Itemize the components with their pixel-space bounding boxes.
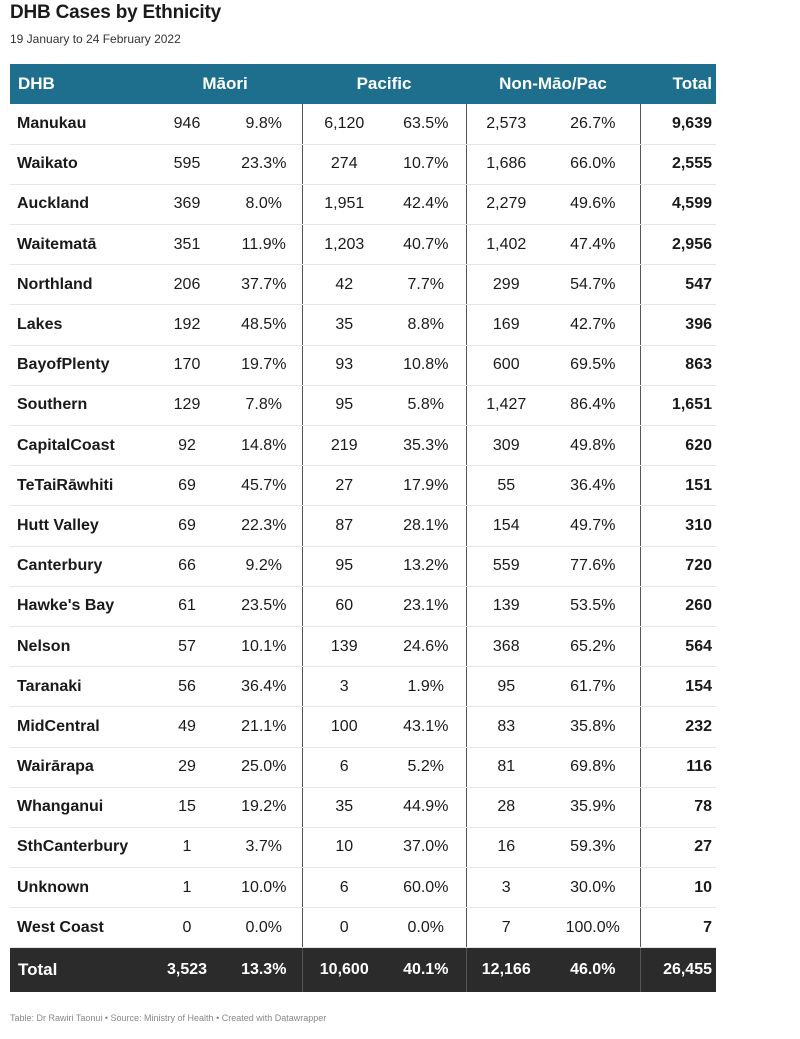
cell-maori-count: 369 xyxy=(148,184,226,224)
total-cell-nonmp-pct: 46.0% xyxy=(546,948,640,992)
cell-pacific-pct: 5.8% xyxy=(386,385,466,425)
cell-nonmp-pct: 59.3% xyxy=(546,827,640,867)
cell-total: 7 xyxy=(640,908,716,948)
total-cell-pacific-pct: 40.1% xyxy=(386,948,466,992)
cell-maori-pct: 36.4% xyxy=(226,667,302,707)
cell-dhb: Nelson xyxy=(10,626,148,666)
cell-total: 310 xyxy=(640,506,716,546)
cell-maori-count: 69 xyxy=(148,466,226,506)
table-header-row xyxy=(10,64,716,104)
cell-nonmp-pct: 49.8% xyxy=(546,426,640,466)
cell-pacific-pct: 35.3% xyxy=(386,426,466,466)
cell-pacific-pct: 37.0% xyxy=(386,827,466,867)
cell-pacific-pct: 0.0% xyxy=(386,908,466,948)
cell-nonmp-count: 55 xyxy=(466,466,546,506)
cell-nonmp-count: 1,686 xyxy=(466,144,546,184)
table-row xyxy=(10,265,716,305)
cell-nonmp-pct: 69.5% xyxy=(546,345,640,385)
cell-total: 154 xyxy=(640,667,716,707)
cell-maori-pct: 45.7% xyxy=(226,466,302,506)
table-row xyxy=(10,144,716,184)
cell-maori-count: 1 xyxy=(148,868,226,908)
header-dhb: DHB xyxy=(18,74,55,93)
cell-nonmp-count: 3 xyxy=(466,868,546,908)
cell-pacific-count: 100 xyxy=(302,707,386,747)
cell-pacific-pct: 10.8% xyxy=(386,345,466,385)
cell-dhb: MidCentral xyxy=(10,707,148,747)
table-row xyxy=(10,225,716,265)
table-row xyxy=(10,184,716,224)
cell-pacific-count: 95 xyxy=(302,385,386,425)
cell-nonmp-count: 7 xyxy=(466,908,546,948)
cell-pacific-pct: 5.2% xyxy=(386,747,466,787)
cell-pacific-pct: 60.0% xyxy=(386,868,466,908)
cell-maori-count: 170 xyxy=(148,345,226,385)
cell-total: 116 xyxy=(640,747,716,787)
cell-pacific-pct: 1.9% xyxy=(386,667,466,707)
table-row xyxy=(10,426,716,466)
cell-nonmp-pct: 42.7% xyxy=(546,305,640,345)
table-row xyxy=(10,747,716,787)
cell-total: 720 xyxy=(640,546,716,586)
cell-pacific-count: 35 xyxy=(302,787,386,827)
chart-subtitle: 19 January to 24 February 2022 xyxy=(10,32,181,46)
cell-maori-pct: 23.5% xyxy=(226,586,302,626)
cell-pacific-pct: 10.7% xyxy=(386,144,466,184)
cell-maori-count: 57 xyxy=(148,626,226,666)
cell-dhb: West Coast xyxy=(10,908,148,948)
cell-total: 4,599 xyxy=(640,184,716,224)
header-pacific: Pacific xyxy=(356,74,412,93)
cell-maori-count: 56 xyxy=(148,667,226,707)
cell-dhb: Hutt Valley xyxy=(10,506,148,546)
cell-nonmp-count: 169 xyxy=(466,305,546,345)
cell-maori-pct: 23.3% xyxy=(226,144,302,184)
cell-nonmp-pct: 30.0% xyxy=(546,868,640,908)
table-row xyxy=(10,667,716,707)
cell-maori-pct: 11.9% xyxy=(226,225,302,265)
cell-maori-count: 66 xyxy=(148,546,226,586)
cell-maori-count: 351 xyxy=(148,225,226,265)
table-row xyxy=(10,305,716,345)
cell-maori-count: 15 xyxy=(148,787,226,827)
cell-nonmp-count: 559 xyxy=(466,546,546,586)
cell-pacific-count: 6,120 xyxy=(302,104,386,144)
cell-maori-count: 29 xyxy=(148,747,226,787)
cell-nonmp-pct: 86.4% xyxy=(546,385,640,425)
cell-pacific-count: 219 xyxy=(302,426,386,466)
cell-total: 620 xyxy=(640,426,716,466)
cell-nonmp-pct: 61.7% xyxy=(546,667,640,707)
total-cell-total: 26,455 xyxy=(663,961,712,979)
cell-maori-count: 49 xyxy=(148,707,226,747)
cell-total: 151 xyxy=(640,466,716,506)
cell-maori-pct: 10.0% xyxy=(226,868,302,908)
cell-maori-pct: 7.8% xyxy=(226,385,302,425)
cell-pacific-pct: 17.9% xyxy=(386,466,466,506)
cell-maori-count: 206 xyxy=(148,265,226,305)
cell-nonmp-count: 299 xyxy=(466,265,546,305)
cell-maori-pct: 3.7% xyxy=(226,827,302,867)
cell-dhb: Auckland xyxy=(10,184,148,224)
cell-maori-pct: 8.0% xyxy=(226,184,302,224)
cell-maori-pct: 37.7% xyxy=(226,265,302,305)
cell-total: 232 xyxy=(640,707,716,747)
cell-maori-pct: 22.3% xyxy=(226,506,302,546)
cell-pacific-count: 274 xyxy=(302,144,386,184)
cell-pacific-pct: 13.2% xyxy=(386,546,466,586)
table-row xyxy=(10,104,716,144)
cell-nonmp-count: 154 xyxy=(466,506,546,546)
table-row xyxy=(10,787,716,827)
cell-total: 260 xyxy=(640,586,716,626)
cell-pacific-pct: 40.7% xyxy=(386,225,466,265)
cell-pacific-pct: 7.7% xyxy=(386,265,466,305)
total-cell-maori-count: 3,523 xyxy=(166,961,208,979)
cell-maori-count: 946 xyxy=(148,104,226,144)
table-row xyxy=(10,506,716,546)
cell-nonmp-pct: 66.0% xyxy=(546,144,640,184)
cell-dhb: TeTaiRāwhiti xyxy=(10,466,148,506)
cell-dhb: Waitematā xyxy=(10,225,148,265)
cell-pacific-count: 1,951 xyxy=(302,184,386,224)
cell-pacific-count: 60 xyxy=(302,586,386,626)
cell-nonmp-count: 600 xyxy=(466,345,546,385)
source-footer: Table: Dr Rawiri Taonui • Source: Ministry of Health • Created with Datawrapper xyxy=(10,1013,327,1023)
cell-total: 564 xyxy=(640,626,716,666)
cell-dhb: Manukau xyxy=(10,104,148,144)
cell-pacific-count: 27 xyxy=(302,466,386,506)
header-total: Total xyxy=(672,74,712,93)
cell-maori-count: 1 xyxy=(148,827,226,867)
cell-nonmp-count: 1,427 xyxy=(466,385,546,425)
cell-maori-pct: 21.1% xyxy=(226,707,302,747)
cell-dhb: Hawke's Bay xyxy=(10,586,148,626)
table-row xyxy=(10,586,716,626)
table-row xyxy=(10,626,716,666)
cell-nonmp-count: 2,279 xyxy=(466,184,546,224)
cell-dhb: Northland xyxy=(10,265,148,305)
cell-nonmp-count: 139 xyxy=(466,586,546,626)
cell-pacific-count: 93 xyxy=(302,345,386,385)
cell-nonmp-count: 83 xyxy=(466,707,546,747)
table-row xyxy=(10,827,716,867)
table-row xyxy=(10,466,716,506)
cell-maori-pct: 19.2% xyxy=(226,787,302,827)
cell-nonmp-pct: 35.8% xyxy=(546,707,640,747)
cell-pacific-pct: 23.1% xyxy=(386,586,466,626)
cell-pacific-count: 6 xyxy=(302,868,386,908)
cell-nonmp-count: 95 xyxy=(466,667,546,707)
cell-nonmp-pct: 54.7% xyxy=(546,265,640,305)
cell-pacific-count: 0 xyxy=(302,908,386,948)
total-cell-nonmp-count: 12,166 xyxy=(481,961,531,979)
cell-nonmp-pct: 65.2% xyxy=(546,626,640,666)
cell-maori-pct: 0.0% xyxy=(226,908,302,948)
cell-total: 1,651 xyxy=(640,385,716,425)
cell-pacific-pct: 24.6% xyxy=(386,626,466,666)
cell-pacific-pct: 28.1% xyxy=(386,506,466,546)
cell-nonmp-pct: 36.4% xyxy=(546,466,640,506)
cell-maori-count: 595 xyxy=(148,144,226,184)
cell-dhb: Unknown xyxy=(10,868,148,908)
cell-pacific-pct: 43.1% xyxy=(386,707,466,747)
cell-total: 27 xyxy=(640,827,716,867)
cell-total: 10 xyxy=(640,868,716,908)
cell-maori-count: 92 xyxy=(148,426,226,466)
cell-maori-pct: 25.0% xyxy=(226,747,302,787)
cell-nonmp-pct: 35.9% xyxy=(546,787,640,827)
cell-nonmp-count: 1,402 xyxy=(466,225,546,265)
table-row xyxy=(10,868,716,908)
cell-pacific-count: 1,203 xyxy=(302,225,386,265)
cell-pacific-pct: 44.9% xyxy=(386,787,466,827)
cell-nonmp-pct: 77.6% xyxy=(546,546,640,586)
cell-nonmp-pct: 69.8% xyxy=(546,747,640,787)
cell-pacific-count: 87 xyxy=(302,506,386,546)
cell-nonmp-count: 309 xyxy=(466,426,546,466)
dhb-cases-table xyxy=(10,64,716,992)
cell-total: 396 xyxy=(640,305,716,345)
cell-nonmp-pct: 47.4% xyxy=(546,225,640,265)
cell-maori-pct: 10.1% xyxy=(226,626,302,666)
cell-total: 2,956 xyxy=(640,225,716,265)
cell-total: 78 xyxy=(640,787,716,827)
cell-total: 863 xyxy=(640,345,716,385)
cell-pacific-count: 95 xyxy=(302,546,386,586)
cell-total: 9,639 xyxy=(640,104,716,144)
cell-total: 2,555 xyxy=(640,144,716,184)
table-row xyxy=(10,546,716,586)
cell-nonmp-count: 16 xyxy=(466,827,546,867)
cell-pacific-count: 139 xyxy=(302,626,386,666)
cell-dhb: Taranaki xyxy=(10,667,148,707)
cell-maori-count: 69 xyxy=(148,506,226,546)
cell-maori-pct: 9.2% xyxy=(226,546,302,586)
cell-pacific-count: 42 xyxy=(302,265,386,305)
cell-dhb: Waikato xyxy=(10,144,148,184)
cell-pacific-count: 35 xyxy=(302,305,386,345)
cell-nonmp-pct: 49.7% xyxy=(546,506,640,546)
cell-pacific-pct: 8.8% xyxy=(386,305,466,345)
cell-dhb: Lakes xyxy=(10,305,148,345)
cell-maori-count: 0 xyxy=(148,908,226,948)
cell-dhb: CapitalCoast xyxy=(10,426,148,466)
total-cell-maori-pct: 13.3% xyxy=(226,948,302,992)
total-cell-dhb: Total xyxy=(18,960,58,980)
cell-dhb: Southern xyxy=(10,385,148,425)
cell-nonmp-count: 368 xyxy=(466,626,546,666)
cell-pacific-pct: 42.4% xyxy=(386,184,466,224)
total-cell-pacific-count: 10,600 xyxy=(319,961,369,979)
header-maori: Māori xyxy=(202,74,248,93)
cell-dhb: BayofPlenty xyxy=(10,345,148,385)
cell-pacific-pct: 63.5% xyxy=(386,104,466,144)
total-row xyxy=(10,948,716,992)
cell-dhb: SthCanterbury xyxy=(10,827,148,867)
table-body xyxy=(10,104,716,948)
table-row xyxy=(10,385,716,425)
chart-title: DHB Cases by Ethnicity xyxy=(10,2,221,23)
table-row xyxy=(10,345,716,385)
cell-dhb: Whanganui xyxy=(10,787,148,827)
cell-nonmp-pct: 100.0% xyxy=(546,908,640,948)
cell-nonmp-pct: 53.5% xyxy=(546,586,640,626)
cell-pacific-count: 6 xyxy=(302,747,386,787)
cell-nonmp-count: 2,573 xyxy=(466,104,546,144)
cell-maori-count: 129 xyxy=(148,385,226,425)
header-non-maori-pacific: Non-Māo/Pac xyxy=(499,74,607,93)
cell-nonmp-count: 81 xyxy=(466,747,546,787)
cell-maori-count: 61 xyxy=(148,586,226,626)
cell-nonmp-count: 28 xyxy=(466,787,546,827)
cell-pacific-count: 10 xyxy=(302,827,386,867)
cell-maori-pct: 48.5% xyxy=(226,305,302,345)
cell-dhb: Wairārapa xyxy=(10,747,148,787)
table-row xyxy=(10,707,716,747)
cell-maori-pct: 14.8% xyxy=(226,426,302,466)
cell-maori-pct: 9.8% xyxy=(226,104,302,144)
table-row xyxy=(10,908,716,948)
cell-nonmp-pct: 26.7% xyxy=(546,104,640,144)
cell-maori-pct: 19.7% xyxy=(226,345,302,385)
cell-nonmp-pct: 49.6% xyxy=(546,184,640,224)
cell-dhb: Canterbury xyxy=(10,546,148,586)
cell-maori-count: 192 xyxy=(148,305,226,345)
cell-total: 547 xyxy=(640,265,716,305)
cell-pacific-count: 3 xyxy=(302,667,386,707)
